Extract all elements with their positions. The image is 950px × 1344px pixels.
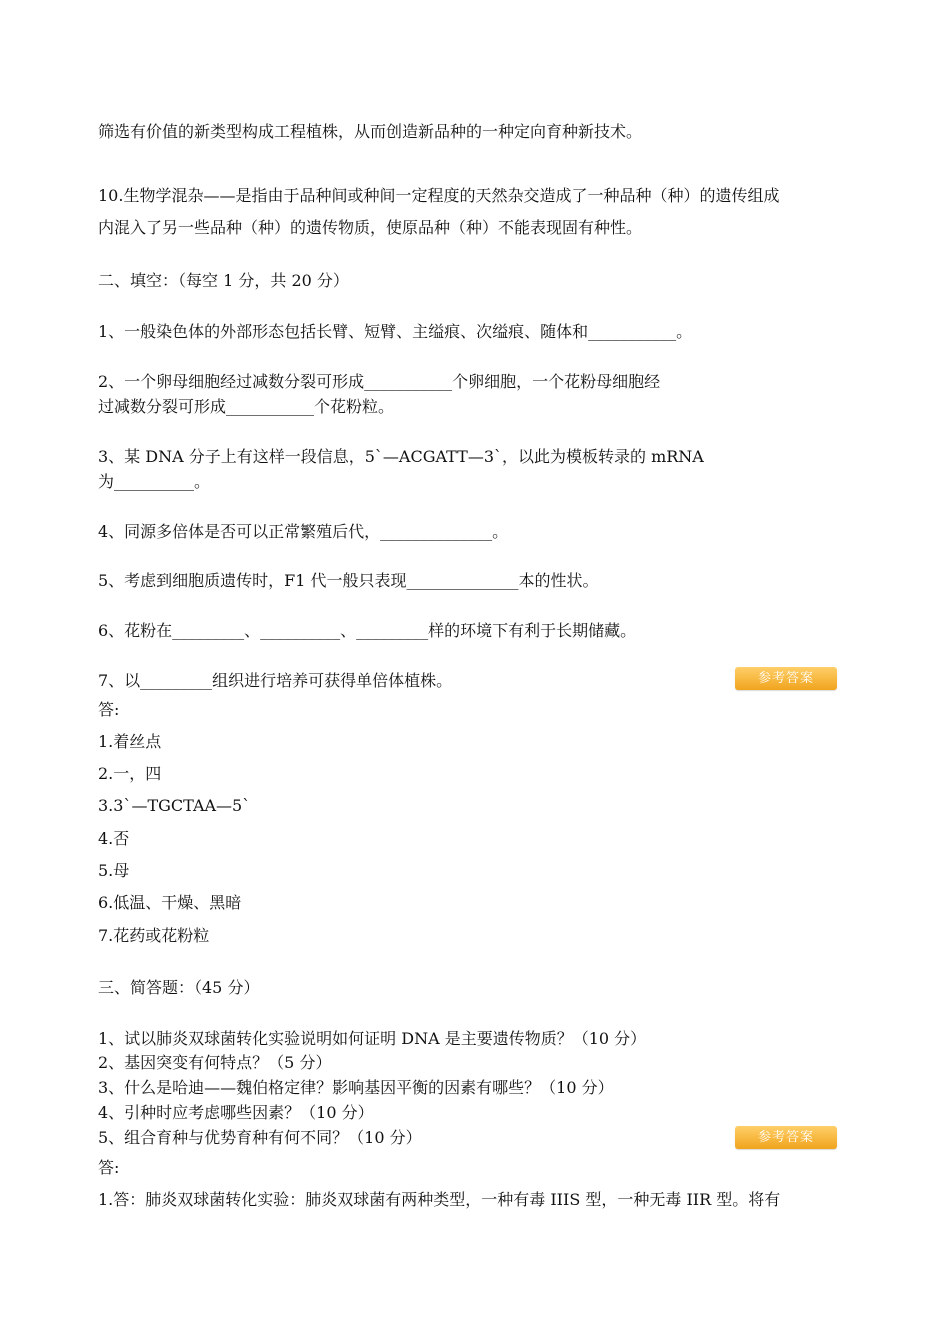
answer-item: 2.一，四 <box>98 764 162 783</box>
reference-answer-button[interactable]: 参考答案 <box>735 1126 837 1149</box>
question-text: 过减数分裂可形成___________个花粉粒。 <box>98 397 395 416</box>
question-text: 4、引种时应考虑哪些因素？（10 分） <box>98 1103 374 1122</box>
question-text: 3、某 DNA 分子上有这样一段信息，5`—ACGATT—3`，以此为模板转录的 mRNA <box>98 447 704 466</box>
question-text: 4、同源多倍体是否可以正常繁殖后代，______________。 <box>98 522 509 541</box>
answer-item: 1.答：肺炎双球菌转化实验：肺炎双球菌有两种类型，一种有毒 IIIS 型，一种无毒 IIR 型。将有 <box>98 1190 781 1209</box>
answer-item: 5.母 <box>98 861 130 880</box>
question-text: 2、基因突变有何特点？（5 分） <box>98 1053 332 1072</box>
question-text: 1、一般染色体的外部形态包括长臂、短臂、主缢痕、次缢痕、随体和___________。 <box>98 322 693 341</box>
question-text: 7、以_________组织进行培养可获得单倍体植株。 <box>98 671 453 690</box>
text-line: 内混入了另一些品种（种）的遗传物质，使原品种（种）不能表现固有种性。 <box>98 218 643 237</box>
answer-item: 6.低温、干燥、黑暗 <box>98 893 242 912</box>
question-text: 5、组合育种与优势育种有何不同？（10 分） <box>98 1128 422 1147</box>
question-text: 2、一个卵母细胞经过减数分裂可形成___________个卵细胞，一个花粉母细胞经 <box>98 372 661 391</box>
reference-answer-button[interactable]: 参考答案 <box>735 667 837 690</box>
answer-item: 1.着丝点 <box>98 732 162 751</box>
section-heading-fill-blank: 二、填空：（每空 1 分，共 20 分） <box>98 271 349 290</box>
text-line: 筛选有价值的新类型构成工程植株，从而创造新品种的一种定向育种新技术。 <box>98 122 643 141</box>
answer-item: 4.否 <box>98 829 130 848</box>
text-line: 10.生物学混杂——是指由于品种间或种间一定程度的天然杂交造成了一种品种（种）的遗传组成 <box>98 186 780 205</box>
question-text: 为__________。 <box>98 472 211 491</box>
question-text: 1、试以肺炎双球菌转化实验说明如何证明 DNA 是主要遗传物质？（10 分） <box>98 1029 647 1048</box>
answer-item: 7.花药或花粉粒 <box>98 926 210 945</box>
answer-item: 3.3`—TGCTAA—5` <box>98 796 251 815</box>
question-text: 6、花粉在_________、__________、_________样的环境下有利于长期储藏。 <box>98 621 637 640</box>
question-text: 5、考虑到细胞质遗传时，F1 代一般只表现______________本的性状。 <box>98 571 599 590</box>
answer-label: 答: <box>98 700 120 719</box>
answer-label: 答: <box>98 1158 120 1177</box>
question-text: 3、什么是哈迪——魏伯格定律？影响基因平衡的因素有哪些？（10 分） <box>98 1078 614 1097</box>
section-heading-short-answer: 三、简答题：（45 分） <box>98 978 260 997</box>
